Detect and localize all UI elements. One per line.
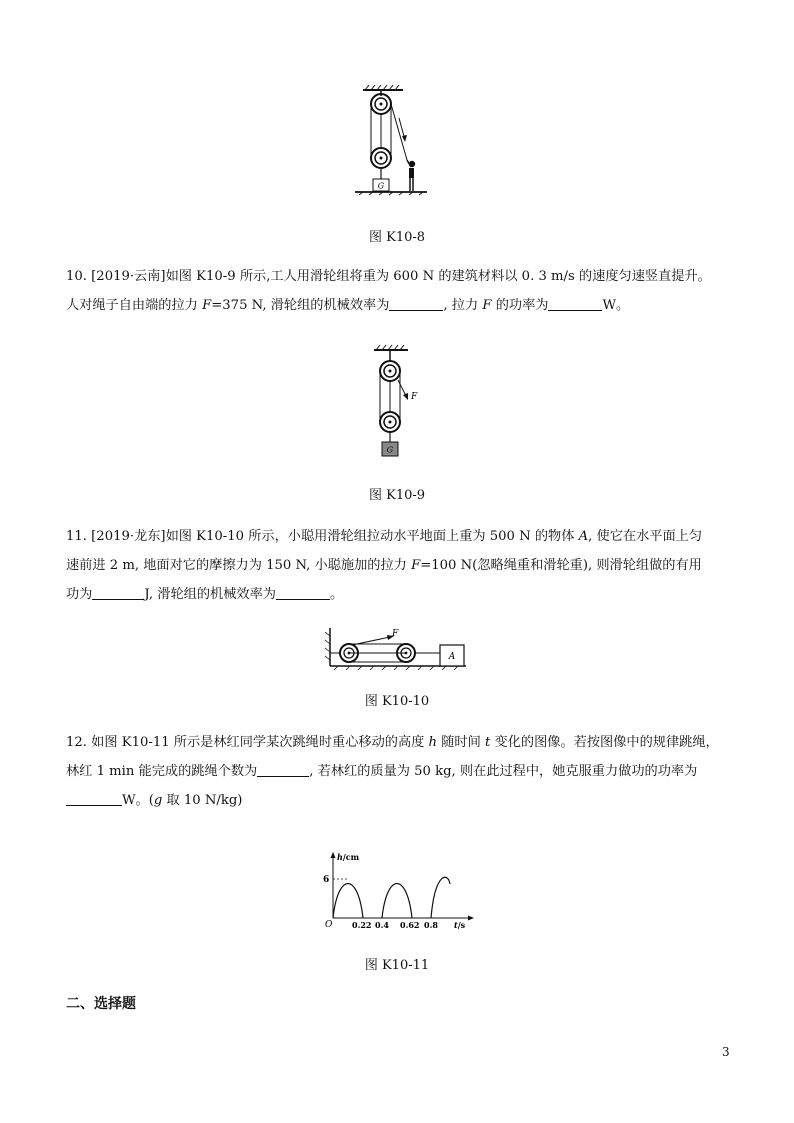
origin-label: O (325, 920, 333, 930)
question-11-line-3: 功为 J, 滑轮组的机械效率为 。 (66, 587, 344, 602)
question-11 (66, 522, 746, 609)
weight-label-g: G (386, 445, 394, 455)
figure-k10-10-horizontal-pulley-diagram (324, 628, 470, 670)
page-number: 3 (722, 1045, 730, 1059)
x-tick-0-22: 0.22 (352, 920, 372, 930)
answer-blank-power[interactable] (548, 297, 602, 311)
question-12-line-2: 林红 1 min 能完成的跳绳个数为 , 若林红的质量为 50 kg, 则在此过程中，她克服重力做功的功率为 (66, 764, 698, 779)
y-tick-6: 6 (323, 875, 330, 885)
question-11-line-1: 11. [2019·龙东]如图 K10-10 所示，小聪用滑轮组拉动水平地面上重为 500 N 的物体 A, 使它在水平面上匀 (66, 529, 703, 544)
answer-blank-power[interactable] (66, 792, 122, 806)
x-tick-0-4: 0.4 (375, 920, 389, 930)
question-11-line-2: 速前进 2 m, 地面对它的摩擦力为 150 N, 小聪施加的拉力 F=100 N(忽略绳重和滑轮重), 则滑轮组做的有用 (66, 558, 702, 573)
question-10 (66, 262, 746, 320)
question-10-line-1: 10. [2019·云南]如图 K10-9 所示,工人用滑轮组将重为 600 N 的建筑材料以 0. 3 m/s 的速度匀速竖直提升。 (66, 269, 711, 284)
answer-blank-efficiency[interactable] (276, 586, 330, 600)
figure-caption-k10-9: 图 K10-9 (368, 488, 426, 503)
x-tick-0-8: 0.8 (424, 920, 438, 930)
weight-label-g: G (377, 181, 385, 191)
question-12-line-1: 12. 如图 K10-11 所示是林红同学某次跳绳时重心移动的高度 h 随时间 t 变化的图像。若按图像中的规律跳绳， (66, 735, 719, 750)
question-10-line-2: 人对绳子自由端的拉力 F=375 N, 滑轮组的机械效率为 , 拉力 F 的功率为 W。 (66, 298, 630, 313)
section-title: 二、选择题 (66, 996, 136, 1012)
figure-caption-k10-11: 图 K10-11 (364, 958, 430, 973)
question-12-line-3: W。(g 取 10 N/kg) (66, 786, 746, 815)
figure-k10-9-pulley-diagram (368, 344, 428, 459)
y-axis-unit: /cm (342, 852, 360, 862)
question-12 (66, 728, 746, 815)
answer-blank-efficiency[interactable] (389, 297, 443, 311)
object-label-a: A (448, 652, 456, 662)
figure-caption-k10-8: 图 K10-8 (368, 230, 426, 245)
figure-k10-11-height-time-graph (320, 848, 480, 930)
y-axis-label: h/cm (337, 852, 360, 862)
x-tick-0-62: 0.62 (400, 920, 420, 930)
answer-blank-jump-count[interactable] (257, 763, 309, 777)
x-axis-label: t/s (454, 920, 466, 930)
figure-caption-k10-10: 图 K10-10 (364, 694, 430, 709)
answer-blank-useful-work[interactable] (92, 586, 144, 600)
force-label-f: F (392, 629, 399, 639)
figure-k10-8-pulley-diagram (355, 84, 435, 196)
force-label-f: F (411, 392, 418, 402)
